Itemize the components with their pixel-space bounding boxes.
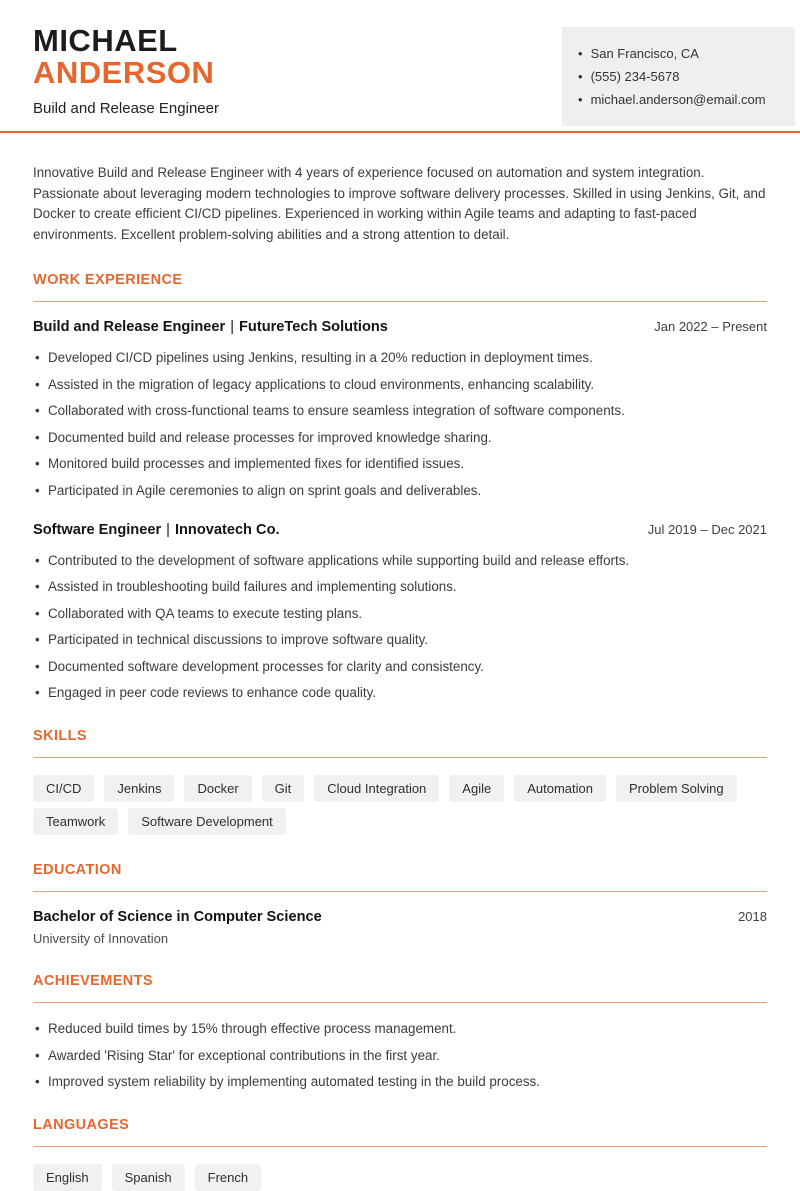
- experience-bullet: • Contributed to the development of software applications while supporting build and release efforts.: [33, 552, 767, 569]
- last-name: ANDERSON: [33, 55, 215, 90]
- experience-bullet: • Developed CI/CD pipelines using Jenkins, resulting in a 20% reduction in deployment times.: [33, 349, 767, 366]
- job-header: [33, 319, 767, 335]
- skill-tag: Jenkins: [104, 775, 174, 802]
- contact-email: [578, 91, 779, 109]
- language-tag: English: [33, 1164, 102, 1191]
- experience-bullet: • Monitored build processes and implemented fixes for identified issues.: [33, 455, 767, 472]
- achievement-bullet: • Reduced build times by 15% through effective process management.: [33, 1020, 767, 1037]
- section-head: [33, 1117, 767, 1147]
- experience-bullet: • Collaborated with cross-functional teams to ensure seamless integration of software components.: [33, 402, 767, 419]
- work-experience-title: WORK EXPERIENCE: [33, 272, 183, 288]
- first-name: MICHAEL: [33, 23, 178, 58]
- section-head: [33, 272, 767, 302]
- achievement-bullet: • Improved system reliability by implementing automated testing in the build process.: [33, 1073, 767, 1090]
- skill-tag: Software Development: [128, 808, 286, 835]
- contact-phone: [578, 68, 779, 86]
- work-experience-section: [33, 272, 767, 701]
- job-company: Innovatech Co.: [174, 521, 280, 538]
- job-role: Software Engineer: [33, 521, 162, 538]
- education-degree: Bachelor of Science in Computer Science: [33, 909, 322, 925]
- job-entry: [33, 522, 767, 702]
- job-title: [33, 522, 280, 538]
- skill-tag: Cloud Integration: [314, 775, 439, 802]
- education-section: [33, 862, 767, 946]
- skills-title: SKILLS: [33, 728, 87, 744]
- job-dates: Jan 2022 – Present: [654, 319, 767, 334]
- experience-bullet: • Assisted in the migration of legacy applications to cloud environments, enhancing scalability.: [33, 376, 767, 393]
- education-entry: [33, 909, 767, 946]
- section-head: [33, 973, 767, 1003]
- experience-bullet: • Participated in Agile ceremonies to align on sprint goals and deliverables.: [33, 482, 767, 499]
- education-row: [33, 909, 767, 925]
- skill-tag-list: [33, 775, 767, 835]
- experience-bullet: • Assisted in troubleshooting build failures and implementing solutions.: [33, 578, 767, 595]
- resume-header: [0, 0, 800, 133]
- job-separator: |: [230, 319, 235, 335]
- experience-bullet: • Collaborated with QA teams to execute testing plans.: [33, 605, 767, 622]
- languages-title: LANGUAGES: [33, 1117, 130, 1133]
- job-header: [33, 522, 767, 538]
- summary-paragraph: Innovative Build and Release Engineer with 4 years of experience focused on automation and system integration. Passionate about leveraging modern technologies to improve software delivery processes. Skilled in using Jenkins, Git, and Docker to create efficient CI/CD pipelines. Experienced in working within Agile teams and adapting to fast-paced environments. Excellent problem-solving abilities and a strong attention to detail.: [33, 165, 766, 242]
- job-role: Build and Release Engineer: [33, 319, 226, 335]
- education-title: EDUCATION: [33, 862, 122, 878]
- job-list: [33, 319, 767, 701]
- skill-tag: Automation: [514, 775, 606, 802]
- experience-bullet: • Documented build and release processes for improved knowledge sharing.: [33, 429, 767, 446]
- bullet-icon: •: [578, 46, 583, 61]
- section-head: [33, 728, 767, 758]
- job-entry: [33, 319, 767, 499]
- contact-location: [578, 45, 779, 63]
- language-tag: Spanish: [112, 1164, 185, 1191]
- languages-section: [33, 1117, 767, 1191]
- experience-bullet: • Documented software development processes for clarity and consistency.: [33, 658, 767, 675]
- job-company: FutureTech Solutions: [239, 319, 388, 335]
- job-title: [33, 319, 388, 335]
- achievements-section: [33, 973, 767, 1090]
- contact-location-text: San Francisco, CA: [590, 46, 699, 61]
- job-bullet-list: [33, 552, 767, 702]
- education-year: 2018: [738, 909, 767, 924]
- skill-tag: Git: [262, 775, 305, 802]
- job-separator: |: [166, 521, 170, 538]
- bullet-icon: •: [578, 92, 583, 107]
- header-job-title: Build and Release Engineer: [33, 100, 219, 117]
- contact-card: [562, 27, 795, 126]
- contact-email-text: michael.anderson@email.com: [590, 92, 766, 107]
- skill-tag: Agile: [449, 775, 504, 802]
- skill-tag: Docker: [184, 775, 251, 802]
- language-tag-list: [33, 1164, 767, 1191]
- bullet-icon: •: [578, 69, 583, 84]
- job-dates: Jul 2019 – Dec 2021: [647, 521, 767, 537]
- contact-phone-text: (555) 234-5678: [590, 69, 680, 84]
- experience-bullet: • Engaged in peer code reviews to enhance code quality.: [33, 684, 767, 701]
- skill-tag: CI/CD: [33, 775, 94, 802]
- job-bullet-list: [33, 349, 767, 499]
- achievement-bullet-list: [33, 1020, 767, 1090]
- language-tag: French: [195, 1164, 261, 1191]
- achievements-title: ACHIEVEMENTS: [33, 973, 154, 989]
- resume-body: [0, 163, 800, 1191]
- education-school: University of Innovation: [33, 931, 169, 946]
- experience-bullet: • Participated in technical discussions to improve software quality.: [33, 631, 767, 648]
- achievement-bullet: • Awarded 'Rising Star' for exceptional contributions in the first year.: [33, 1047, 767, 1064]
- skill-tag: Problem Solving: [616, 775, 737, 802]
- section-head: [33, 862, 767, 892]
- skill-tag: Teamwork: [33, 808, 118, 835]
- skills-section: [33, 728, 767, 835]
